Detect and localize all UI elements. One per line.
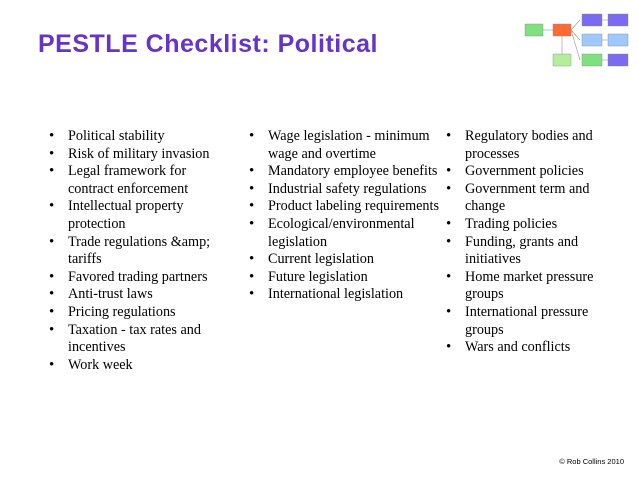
list-item: • Wage legislation - minimum wage and overtime xyxy=(245,128,440,163)
list-item: • Intellectual property protection xyxy=(45,198,235,233)
diagram-node xyxy=(608,34,628,46)
list-item: • Political stability xyxy=(45,128,235,146)
diagram-node xyxy=(582,14,602,26)
diagram-node xyxy=(582,34,602,46)
list-item: • Future legislation xyxy=(245,269,440,287)
list-item: • Favored trading partners xyxy=(45,269,235,287)
pestle-diagram-thumbnail xyxy=(520,10,632,72)
copyright-notice: © Rob Collins 2010 xyxy=(559,457,624,466)
page-title: PESTLE Checklist: Political xyxy=(38,30,378,58)
diagram-node xyxy=(525,24,543,36)
list-item: • Trade regulations &amp; tariffs xyxy=(45,234,235,269)
checklist-column-2 xyxy=(245,128,440,304)
list-item: • Taxation - tax rates and incentives xyxy=(45,322,235,357)
list-item: • Risk of military invasion xyxy=(45,146,235,164)
list-item: • Wars and conflicts xyxy=(442,339,622,357)
diagram-node xyxy=(608,54,628,66)
list-item: • Home market pressure groups xyxy=(442,269,622,304)
list-item: • Government policies xyxy=(442,163,622,181)
diagram-node xyxy=(553,24,571,36)
diagram-node xyxy=(608,14,628,26)
list-item: • Ecological/environmental legislation xyxy=(245,216,440,251)
list-item: • Anti-trust laws xyxy=(45,286,235,304)
checklist-column-3 xyxy=(442,128,622,357)
list-item: • Work week xyxy=(45,357,235,375)
diagram-node xyxy=(582,54,602,66)
list-item: • Industrial safety regulations xyxy=(245,181,440,199)
list-item: • Legal framework for contract enforcement xyxy=(45,163,235,198)
list-item: • Trading policies xyxy=(442,216,622,234)
list-item: • International legislation xyxy=(245,286,440,304)
list-item: • Government term and change xyxy=(442,181,622,216)
list-item: • Pricing regulations xyxy=(45,304,235,322)
checklist-column-1 xyxy=(45,128,235,374)
list-item: • Mandatory employee benefits xyxy=(245,163,440,181)
list-item: • International pressure groups xyxy=(442,304,622,339)
diagram-node xyxy=(553,54,571,66)
list-item: • Current legislation xyxy=(245,251,440,269)
list-item: • Funding, grants and initiatives xyxy=(442,234,622,269)
list-item: • Regulatory bodies and processes xyxy=(442,128,622,163)
list-item: • Product labeling requirements xyxy=(245,198,440,216)
